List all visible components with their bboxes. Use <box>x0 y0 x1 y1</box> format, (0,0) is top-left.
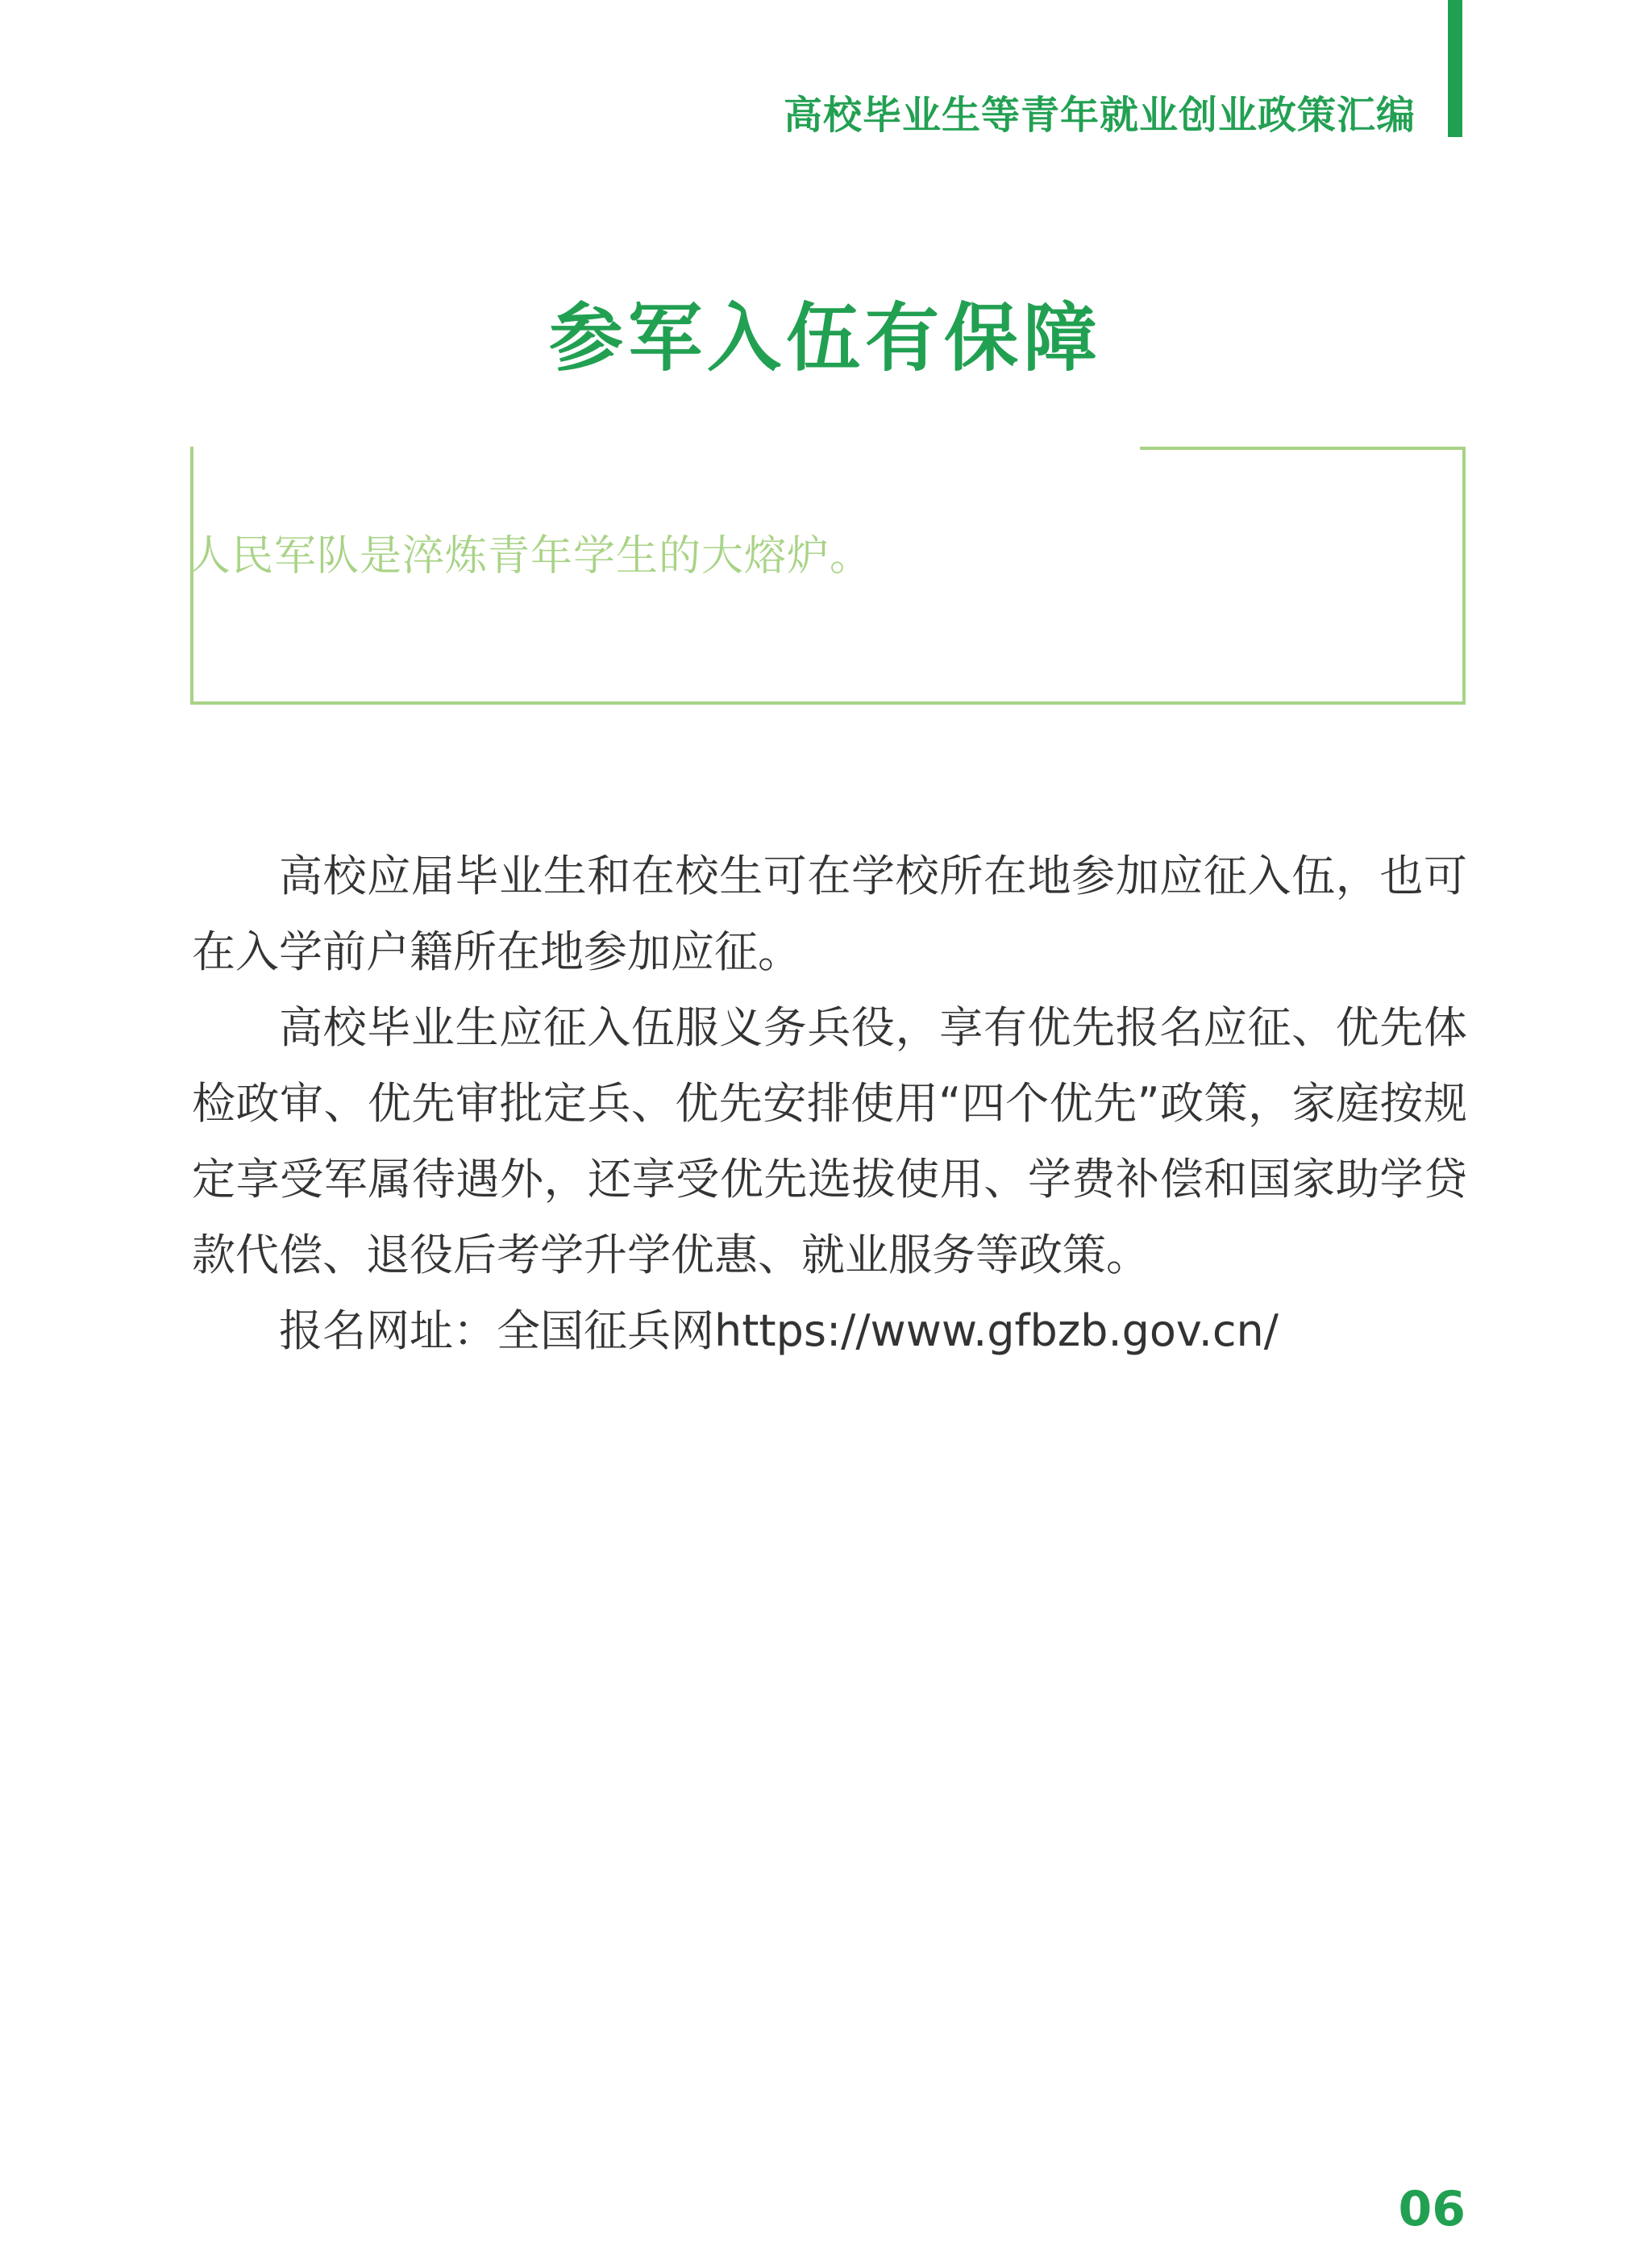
quote-frame-bottom-border <box>190 701 1466 705</box>
header-accent-bar <box>1448 0 1462 137</box>
quote-frame-right-border <box>1462 447 1466 705</box>
page-title: 参军入伍有保障 <box>548 295 1102 381</box>
body-text <box>192 839 1467 1369</box>
quote-text: 人民军队是淬炼青年学生的大熔炉。 <box>189 532 873 581</box>
paragraph: 高校应届毕业生和在校生可在学校所在地参加应征入伍，也可在入学前户籍所在地参加应征。 <box>192 851 1467 977</box>
registration-url-paragraph: 报名网址：全国征兵网https://www.gfbzb.gov.cn/ <box>279 1305 1279 1356</box>
paragraph: 高校毕业生应征入伍服义务兵役，享有优先报名应征、优先体检政审、优先审批定兵、优先安排使用“四个优先”政策，家庭按规定享受军属待遇外，还享受优先选拔使用、学费补偿和国家助学贷款代偿、退役后考学升学优惠、就业服务等政策。 <box>192 1002 1467 1280</box>
quote-frame-top-border <box>1140 447 1466 450</box>
page-number: 06 <box>1398 2181 1466 2237</box>
header-title: 高校毕业生等青年就业创业政策汇编 <box>783 93 1416 138</box>
